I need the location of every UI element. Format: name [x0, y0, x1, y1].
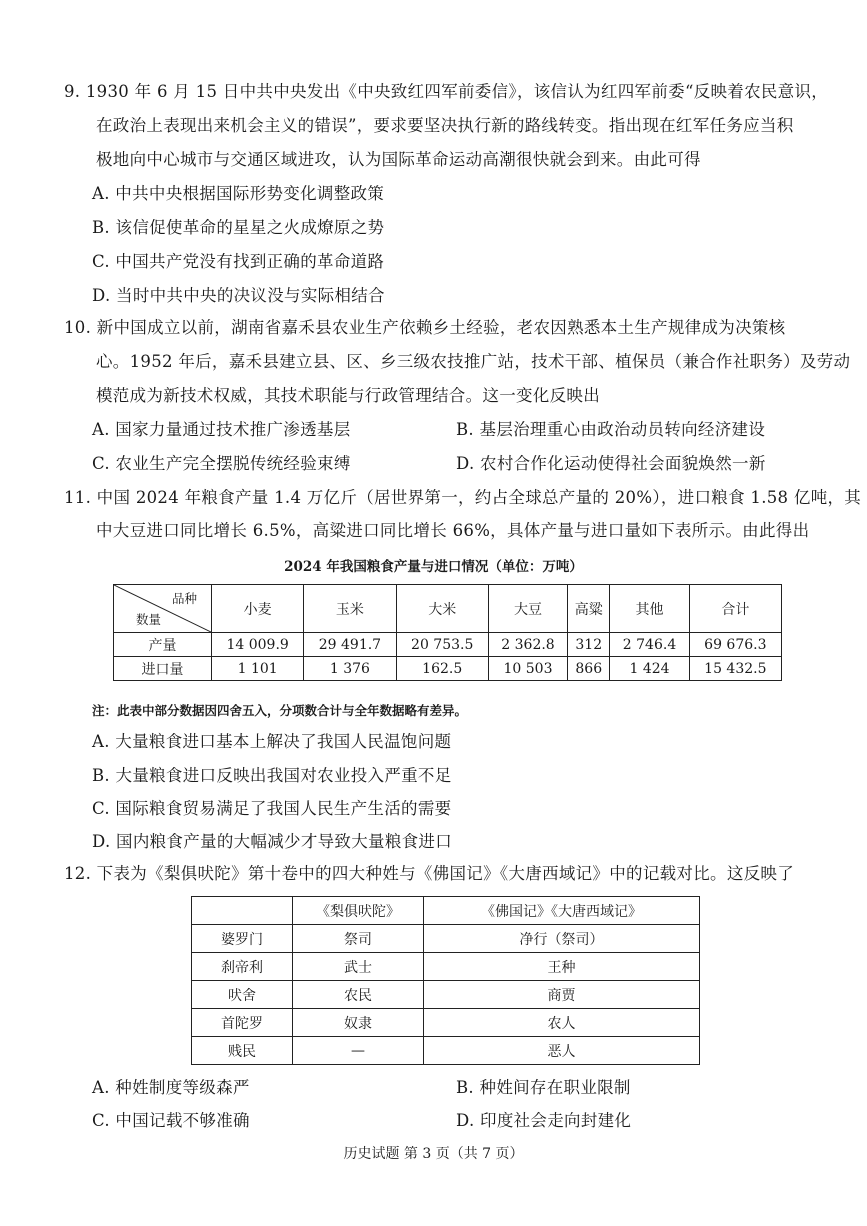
q12-option-c[interactable]: C. 中国记载不够准确: [92, 1111, 250, 1130]
q12-option-d[interactable]: D. 印度社会走向封建化: [456, 1111, 632, 1130]
table-cell: 10 503: [488, 657, 567, 681]
grain-table-note: 注：此表中部分数据因四舍五入，分项数合计与全年数据略有差异。: [92, 703, 468, 718]
table-row: [192, 981, 700, 1009]
q12-stem-line-1: 12. 下表为《梨俱吠陀》第十卷中的四大种姓与《佛国记》《大唐西域记》中的记载对比。这反映了: [64, 864, 795, 883]
table-cell: 商贾: [424, 981, 700, 1009]
caste-table-header-row: [192, 897, 700, 925]
caste-table: [191, 896, 700, 1065]
q10-option-a[interactable]: A. 国家力量通过技术推广渗透基层: [92, 420, 351, 439]
q9-option-a[interactable]: A. 中共中央根据国际形势变化调整政策: [92, 184, 385, 203]
q10-stem-line-2: 心。1952 年后，嘉禾县建立县、区、乡三级农技推广站，技术干部、植保员（兼合作社职务）及劳动: [96, 352, 851, 371]
q11-stem-line-1: 11. 中国 2024 年粮食产量 1.4 万亿斤（居世界第一，约占全球总产量的 20%），进口粮食 1.58 亿吨，其: [64, 488, 862, 507]
q10-option-d[interactable]: D. 农村合作化运动使得社会面貌焕然一新: [456, 454, 766, 473]
row-label: 首陀罗: [192, 1009, 293, 1037]
column-header: 小麦: [212, 585, 304, 633]
table-cell: 农人: [424, 1009, 700, 1037]
table-cell: 净行（祭司）: [424, 925, 700, 953]
table-cell: 14 009.9: [212, 633, 304, 657]
table-cell: 农民: [293, 981, 424, 1009]
row-label: 婆罗门: [192, 925, 293, 953]
column-header: 玉米: [304, 585, 396, 633]
table-cell: 29 491.7: [304, 633, 396, 657]
page-footer: 历史试题 第 3 页（共 7 页）: [343, 1146, 524, 1162]
q9-stem-line-3: 极地向中心城市与交通区域进攻，认为国际革命运动高潮很快就会到来。由此可得: [96, 150, 701, 169]
q10-stem-line-3: 模范成为新技术权威，其技术职能与行政管理结合。这一变化反映出: [96, 386, 600, 405]
q10-stem-line-1: 10. 新中国成立以前，湖南省嘉禾县农业生产依赖乡土经验，老农因熟悉本土生产规律成为决策核: [64, 318, 786, 337]
table-row: [192, 1037, 700, 1065]
table-cell: 1 424: [610, 657, 689, 681]
row-label: 刹帝利: [192, 953, 293, 981]
row-label: 贱民: [192, 1037, 293, 1065]
q11-option-b[interactable]: B. 大量粮食进口反映出我国对农业投入严重不足: [92, 766, 452, 785]
table-cell: 奴隶: [293, 1009, 424, 1037]
row-label: 产量: [114, 633, 212, 657]
q9-stem-line-2: 在政治上表现出来机会主义的错误”，要求要坚决执行新的路线转变。指出现在红军任务应当积: [96, 116, 794, 135]
table-cell: 2 362.8: [488, 633, 567, 657]
corner-label-quantity: 数量: [136, 612, 162, 627]
q11-stem-line-2: 中大豆进口同比增长 6.5%，高粱进口同比增长 66%，具体产量与进口量如下表所示。由此得出: [96, 521, 810, 540]
grain-table-header-row: [114, 585, 782, 633]
table-cell: 69 676.3: [689, 633, 781, 657]
table-cell: 1 101: [212, 657, 304, 681]
q9-option-c[interactable]: C. 中国共产党没有找到正确的革命道路: [92, 252, 385, 271]
grain-table-caption: 2024 年我国粮食产量与进口情况（单位：万吨）: [284, 559, 583, 575]
column-header: 大豆: [488, 585, 567, 633]
q12-option-b[interactable]: B. 种姓间存在职业限制: [456, 1078, 631, 1097]
table-row: [192, 953, 700, 981]
grain-table: [113, 584, 782, 681]
row-label: 吠舍: [192, 981, 293, 1009]
table-cell: 20 753.5: [396, 633, 488, 657]
corner-label-variety: 品种: [171, 591, 197, 606]
table-cell: 王种: [424, 953, 700, 981]
column-header: 合计: [689, 585, 781, 633]
q9-stem-line-1: 9. 1930 年 6 月 15 日中共中央发出《中央致红四军前委信》，该信认为红四军前委“反映着农民意识，: [64, 82, 829, 101]
table-cell: 2 746.4: [610, 633, 689, 657]
q11-option-a[interactable]: A. 大量粮食进口基本上解决了我国人民温饱问题: [92, 732, 452, 751]
q12-option-a[interactable]: A. 种姓制度等级森严: [92, 1078, 250, 1097]
q11-option-d[interactable]: D. 国内粮食产量的大幅减少才导致大量粮食进口: [92, 832, 453, 851]
table-cell: 866: [568, 657, 610, 681]
q10-option-c[interactable]: C. 农业生产完全摆脱传统经验束缚: [92, 454, 351, 473]
column-header: 《佛国记》《大唐西域记》: [424, 897, 700, 925]
column-header: [192, 897, 293, 925]
column-header: 大米: [396, 585, 488, 633]
table-cell: 恶人: [424, 1037, 700, 1065]
table-row: [192, 925, 700, 953]
table-cell: 武士: [293, 953, 424, 981]
row-label: 进口量: [114, 657, 212, 681]
table-cell: 162.5: [396, 657, 488, 681]
grain-table-corner-cell: [114, 585, 212, 633]
column-header: 其他: [610, 585, 689, 633]
column-header: 《梨俱吠陀》: [293, 897, 424, 925]
table-cell: 1 376: [304, 657, 396, 681]
table-cell: —: [293, 1037, 424, 1065]
table-row: [114, 633, 782, 657]
column-header: 高粱: [568, 585, 610, 633]
table-cell: 312: [568, 633, 610, 657]
q10-option-b[interactable]: B. 基层治理重心由政治动员转向经济建设: [456, 420, 766, 439]
table-row: [192, 1009, 700, 1037]
q11-option-c[interactable]: C. 国际粮食贸易满足了我国人民生产生活的需要: [92, 799, 452, 818]
table-cell: 15 432.5: [689, 657, 781, 681]
q9-option-d[interactable]: D. 当时中共中央的决议没与实际相结合: [92, 286, 385, 305]
table-cell: 祭司: [293, 925, 424, 953]
q9-option-b[interactable]: B. 该信促使革命的星星之火成燎原之势: [92, 218, 385, 237]
table-row: [114, 657, 782, 681]
